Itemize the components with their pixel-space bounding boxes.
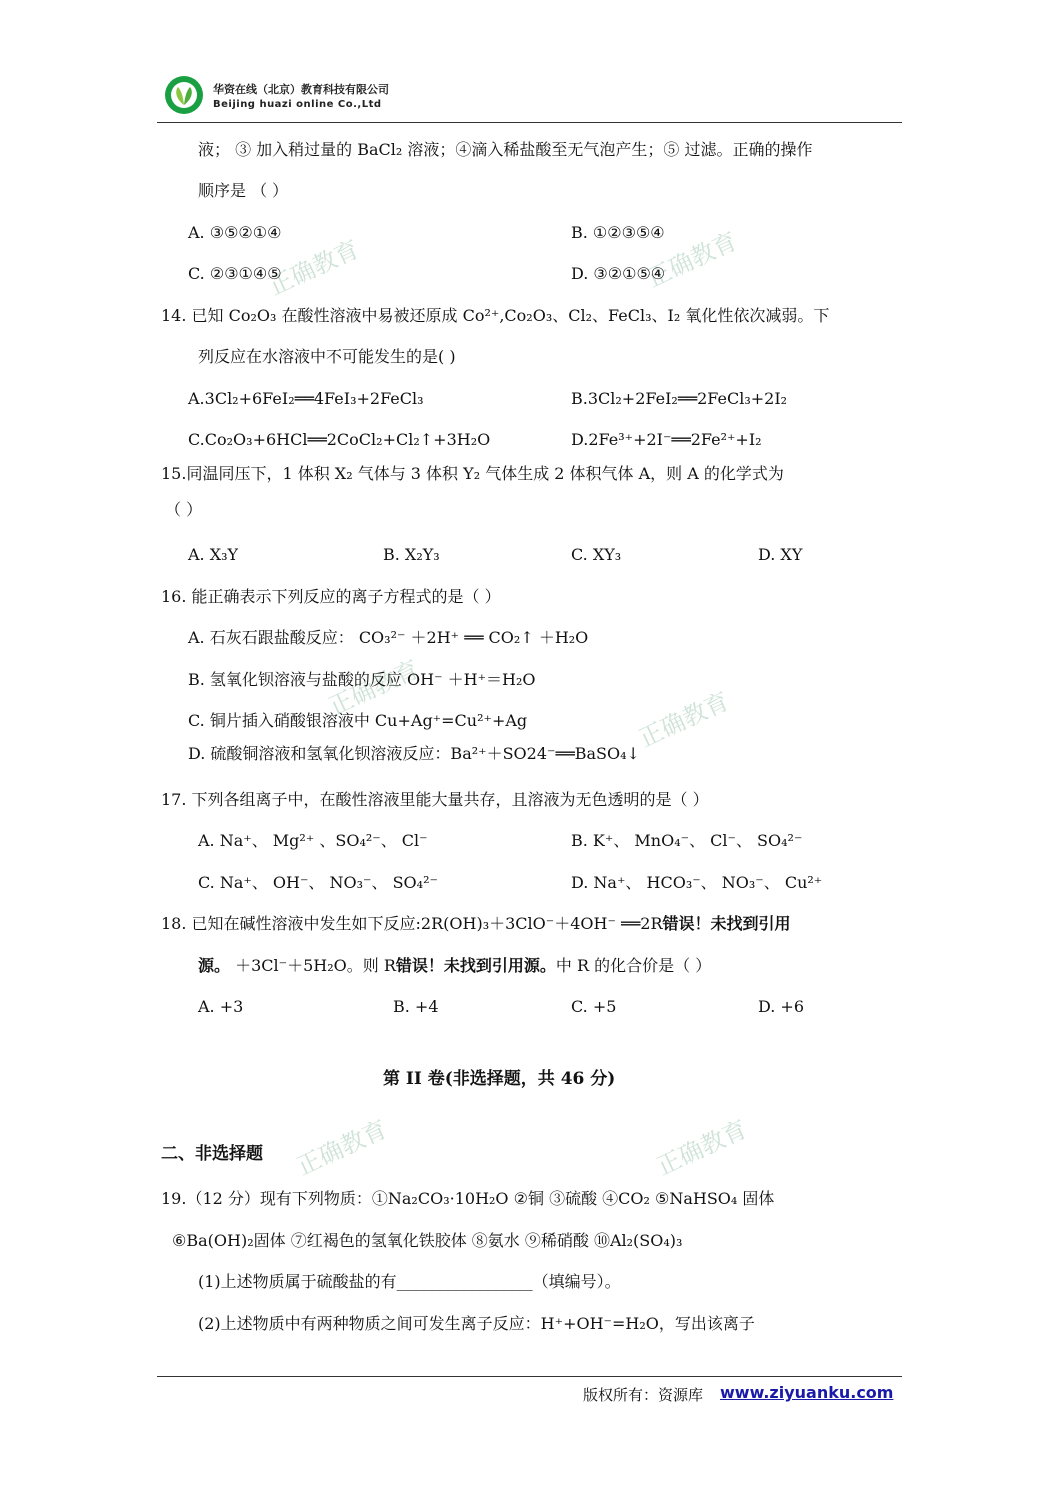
q18-ref-error-2: 错误！未找到引用源。: [395, 956, 556, 975]
company-name-en: Beijing huazi online Co.,Ltd: [213, 99, 382, 110]
q16-option-c: C. 铜片插入硝酸银溶液中 Cu+Ag⁺=Cu²⁺+Ag: [188, 711, 528, 730]
watermark: 正确教育: [634, 686, 734, 753]
q16-option-b: B. 氢氧化钡溶液与盐酸的反应 OH⁻ ＋H⁺＝H₂O: [188, 670, 536, 689]
q18-line1: 18. 已知在碱性溶液中发生如下反应:2R(OH)₃＋3ClO⁻＋4OH⁻ ══2R错误！未找到引用: [161, 914, 791, 933]
q18-option-b: B. +4: [393, 997, 439, 1016]
header-divider: [157, 122, 902, 123]
q18-line2: 源。 ＋3Cl⁻＋5H₂O。则 R错误！未找到引用源。中 R 的化合价是（ ）: [198, 956, 712, 975]
q13-option-c: C. ②③①④⑤: [188, 264, 282, 283]
company-name-cn: 华资在线（北京）教育科技有限公司: [213, 83, 389, 96]
q19-line1: 19.（12 分）现有下列物质：①Na₂CO₃·10H₂O ②铜 ③硫酸 ④CO₂ ⑤NaHSO₄ 固体: [161, 1189, 775, 1208]
q16-option-d: D. 硫酸铜溶液和氢氧化钡溶液反应：Ba²⁺＋SO24⁻══BaSO₄↓: [188, 744, 640, 763]
q15-option-d: D. XY: [758, 545, 803, 564]
section2-title: 二、非选择题: [161, 1144, 263, 1164]
q16-line1: 16. 能正确表示下列反应的离子方程式的是（ ）: [161, 587, 501, 606]
watermark: 正确教育: [652, 1114, 752, 1181]
q13-option-a: A. ③⑤②①④: [188, 223, 282, 242]
q18-option-a: A. +3: [198, 997, 244, 1016]
q14-option-c: C.Co₂O₃+6HCl══2CoCl₂+Cl₂↑+3H₂O: [188, 430, 491, 449]
q14-option-d: D.2Fe³⁺+2I⁻══2Fe²⁺+I₂: [571, 430, 762, 449]
watermark: 正确教育: [642, 226, 742, 293]
q13-line2: 顺序是 （ ）: [198, 181, 289, 200]
q15-line2: （ ）: [165, 500, 203, 519]
q15-option-b: B. X₂Y₃: [383, 545, 440, 564]
q18-option-d: D. +6: [758, 997, 805, 1016]
q19-sub2: (2)上述物质中有两种物质之间可发生离子反应：H⁺+OH⁻=H₂O，写出该离子: [198, 1314, 755, 1333]
q15-line1: 15.同温同压下，1 体积 X₂ 气体与 3 体积 Y₂ 气体生成 2 体积气体 A，则 A 的化学式为: [161, 464, 784, 483]
q17-option-c: C. Na⁺、 OH⁻、 NO₃⁻、 SO₄²⁻: [198, 873, 438, 892]
q16-option-a: A. 石灰石跟盐酸反应： CO₃²⁻ ＋2H⁺ ══ CO₂↑ ＋H₂O: [188, 628, 589, 647]
q14-line1: 14. 已知 Co₂O₃ 在酸性溶液中易被还原成 Co²⁺,Co₂O₃、Cl₂、FeCl₃、I₂ 氧化性依次减弱。下: [161, 306, 830, 325]
footer-divider: [157, 1376, 902, 1377]
watermark: 正确教育: [264, 234, 364, 301]
part2-title: 第 II 卷(非选择题，共 46 分): [383, 1069, 616, 1089]
q15-option-a: A. X₃Y: [188, 545, 239, 564]
q17-line1: 17. 下列各组离子中，在酸性溶液里能大量共存，且溶液为无色透明的是（ ）: [161, 790, 709, 809]
q18-option-c: C. +5: [571, 997, 617, 1016]
q19-line2: ⑥Ba(OH)₂固体 ⑦红褐色的氢氧化铁胶体 ⑧氨水 ⑨稀硝酸 ⑩Al₂(SO₄)₃: [172, 1231, 683, 1250]
footer-copyright: 版权所有：资源库: [583, 1386, 704, 1404]
watermark: 正确教育: [292, 1114, 392, 1181]
watermark: 正确教育: [324, 654, 424, 721]
q14-line2: 列反应在水溶液中不可能发生的是( ): [198, 347, 456, 366]
footer-link[interactable]: www.ziyuanku.com: [720, 1383, 894, 1402]
q19-sub1: (1)上述物质属于硫酸盐的有_________________（填编号）。: [198, 1272, 621, 1291]
company-logo: [165, 76, 203, 114]
q17-option-d: D. Na⁺、 HCO₃⁻、 NO₃⁻、 Cu²⁺: [571, 873, 823, 892]
q18-ref-error-1: 错误！未找到引用: [662, 914, 791, 933]
q13-line1: 液； ③ 加入稍过量的 BaCl₂ 溶液；④滴入稀盐酸至无气泡产生；⑤ 过滤。正确的操作: [198, 140, 813, 159]
q15-option-c: C. XY₃: [571, 545, 622, 564]
q14-option-b: B.3Cl₂+2FeI₂══2FeCl₃+2I₂: [571, 389, 788, 408]
q17-option-a: A. Na⁺、 Mg²⁺ 、SO₄²⁻、 Cl⁻: [198, 831, 428, 850]
q14-option-a: A.3Cl₂+6FeI₂══4FeI₃+2FeCl₃: [188, 389, 424, 408]
q13-option-d: D. ③②①⑤④: [571, 264, 666, 283]
q17-option-b: B. K⁺、 MnO₄⁻、 Cl⁻、 SO₄²⁻: [571, 831, 803, 850]
q13-option-b: B. ①②③⑤④: [571, 223, 665, 242]
